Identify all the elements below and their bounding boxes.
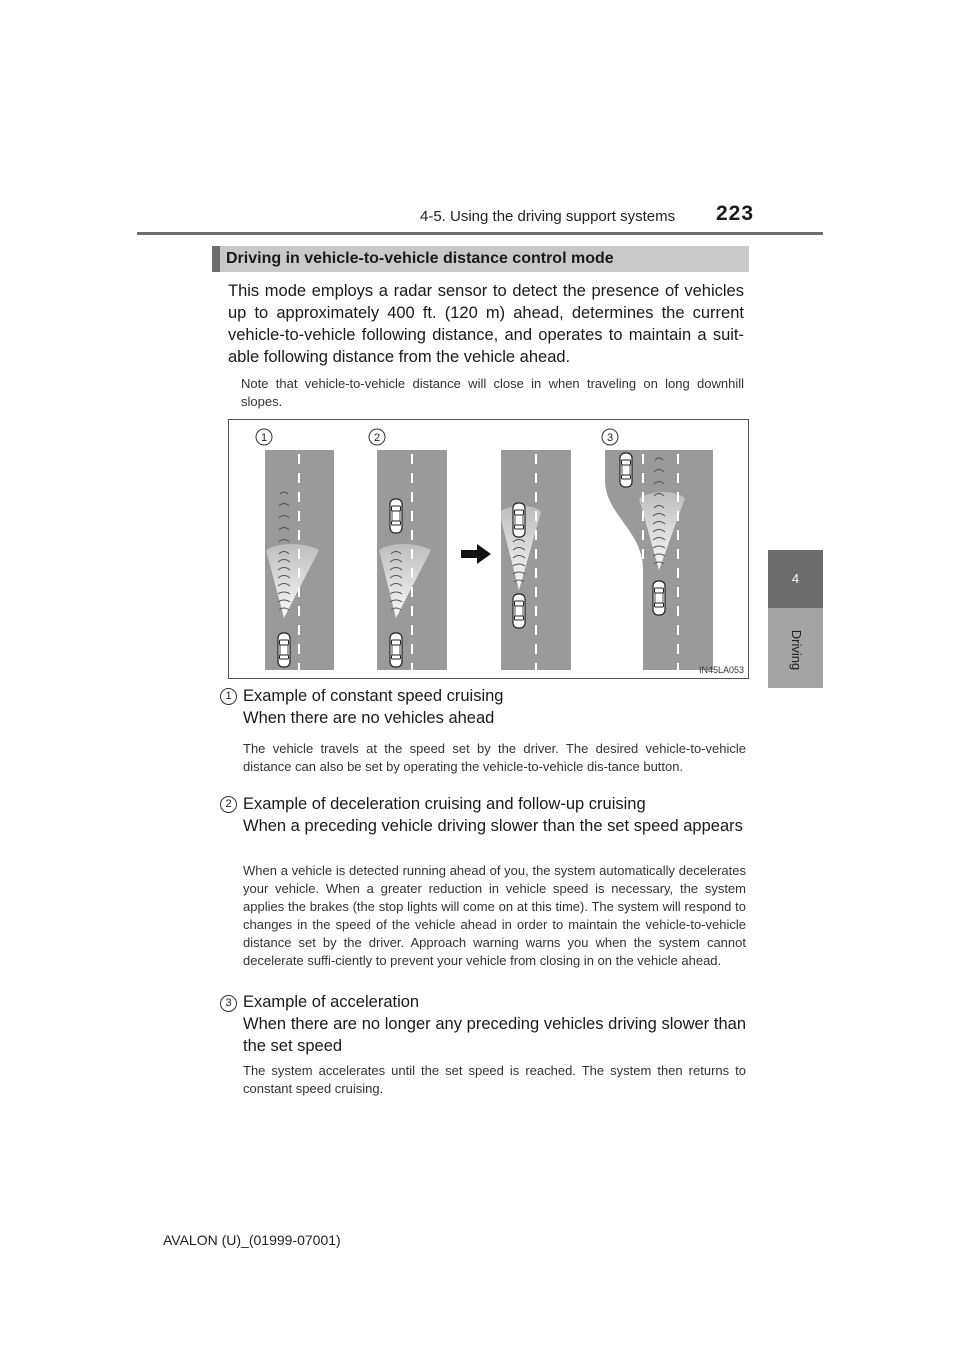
item-1-title: Example of constant speed cruising xyxy=(243,687,504,705)
section-heading-bar xyxy=(212,246,220,272)
intro-paragraph: This mode employs a radar sensor to detect the presence of vehicles up to approximately 400 ft. (120 m) ahead, determines the current vehicle-to-vehicle following distance, and operates to maintain a suit-able following distance from the vehicle ahead. xyxy=(228,282,744,366)
svg-text:1: 1 xyxy=(260,432,268,444)
section-heading xyxy=(212,246,749,272)
merging-vehicle-4 xyxy=(620,453,632,487)
section-heading-text: Driving in vehicle-to-vehicle distance control mode xyxy=(226,250,614,267)
item-3-subtitle: When there are no longer any preceding vehicles driving slower than the set speed xyxy=(243,1015,746,1055)
footer-model-code: AVALON (U)_(01999-07001) xyxy=(163,1232,341,1248)
own-vehicle-1 xyxy=(278,633,290,667)
item-3-heading xyxy=(243,991,746,1057)
illustration-figure xyxy=(228,419,749,679)
item-1-heading xyxy=(243,685,746,729)
own-vehicle-4 xyxy=(653,581,665,615)
chapter-tab-number: 4 xyxy=(768,550,823,608)
item-number-2: 2 xyxy=(220,796,237,813)
item-2-subtitle: When a preceding vehicle driving slower than the set speed appears xyxy=(243,817,743,835)
own-vehicle-2 xyxy=(390,633,402,667)
item-2-heading xyxy=(243,793,746,837)
item-2-title: Example of deceleration cruising and follow-up cruising xyxy=(243,795,646,813)
preceding-vehicle-3 xyxy=(513,503,525,537)
header-rule xyxy=(137,232,823,235)
figure-label-2 xyxy=(369,429,385,445)
item-3-title: Example of acceleration xyxy=(243,993,420,1011)
item-1-subtitle: When there are no vehicles ahead xyxy=(243,709,495,727)
item-2-description: When a vehicle is detected running ahead of you, the system automatically decelerates your vehicle. When a greater reduction in vehicle speed is necessary, the system applies the brakes (the stop lights will come on at this time). The system will respond to changes in the speed of the vehicle ahead in order to maintain the vehicle-to-vehicle distance set by the driver. Approach warning warns you when the system cannot decelerate suffi-ciently to prevent your vehicle from closing in on the vehicle ahead. xyxy=(243,863,746,968)
arrow-right-icon xyxy=(461,544,491,564)
own-vehicle-3 xyxy=(513,594,525,628)
preceding-vehicle-2 xyxy=(390,499,402,533)
figure-code: IN45LA053 xyxy=(698,665,744,675)
svg-text:2: 2 xyxy=(373,432,381,444)
chapter-tab-label: Driving xyxy=(789,629,804,671)
item-3-description: The system accelerates until the set speed is reached. The system then returns to constant speed cruising. xyxy=(243,1063,746,1096)
svg-text:3: 3 xyxy=(606,432,614,444)
item-number-1: 1 xyxy=(220,688,237,705)
illustration-svg xyxy=(229,420,748,678)
figure-label-3 xyxy=(602,429,618,445)
item-1-description: The vehicle travels at the speed set by the driver. The desired vehicle-to-vehicle distance can also be set by operating the vehicle-to-vehicle dis-tance button. xyxy=(243,741,746,774)
item-number-3: 3 xyxy=(220,995,237,1012)
page-number: 223 xyxy=(716,202,755,225)
figure-label-1 xyxy=(256,429,272,445)
note-paragraph: Note that vehicle-to-vehicle distance will close in when traveling on long downhill slopes. xyxy=(241,376,744,409)
running-header: 4-5. Using the driving support systems xyxy=(420,208,676,225)
